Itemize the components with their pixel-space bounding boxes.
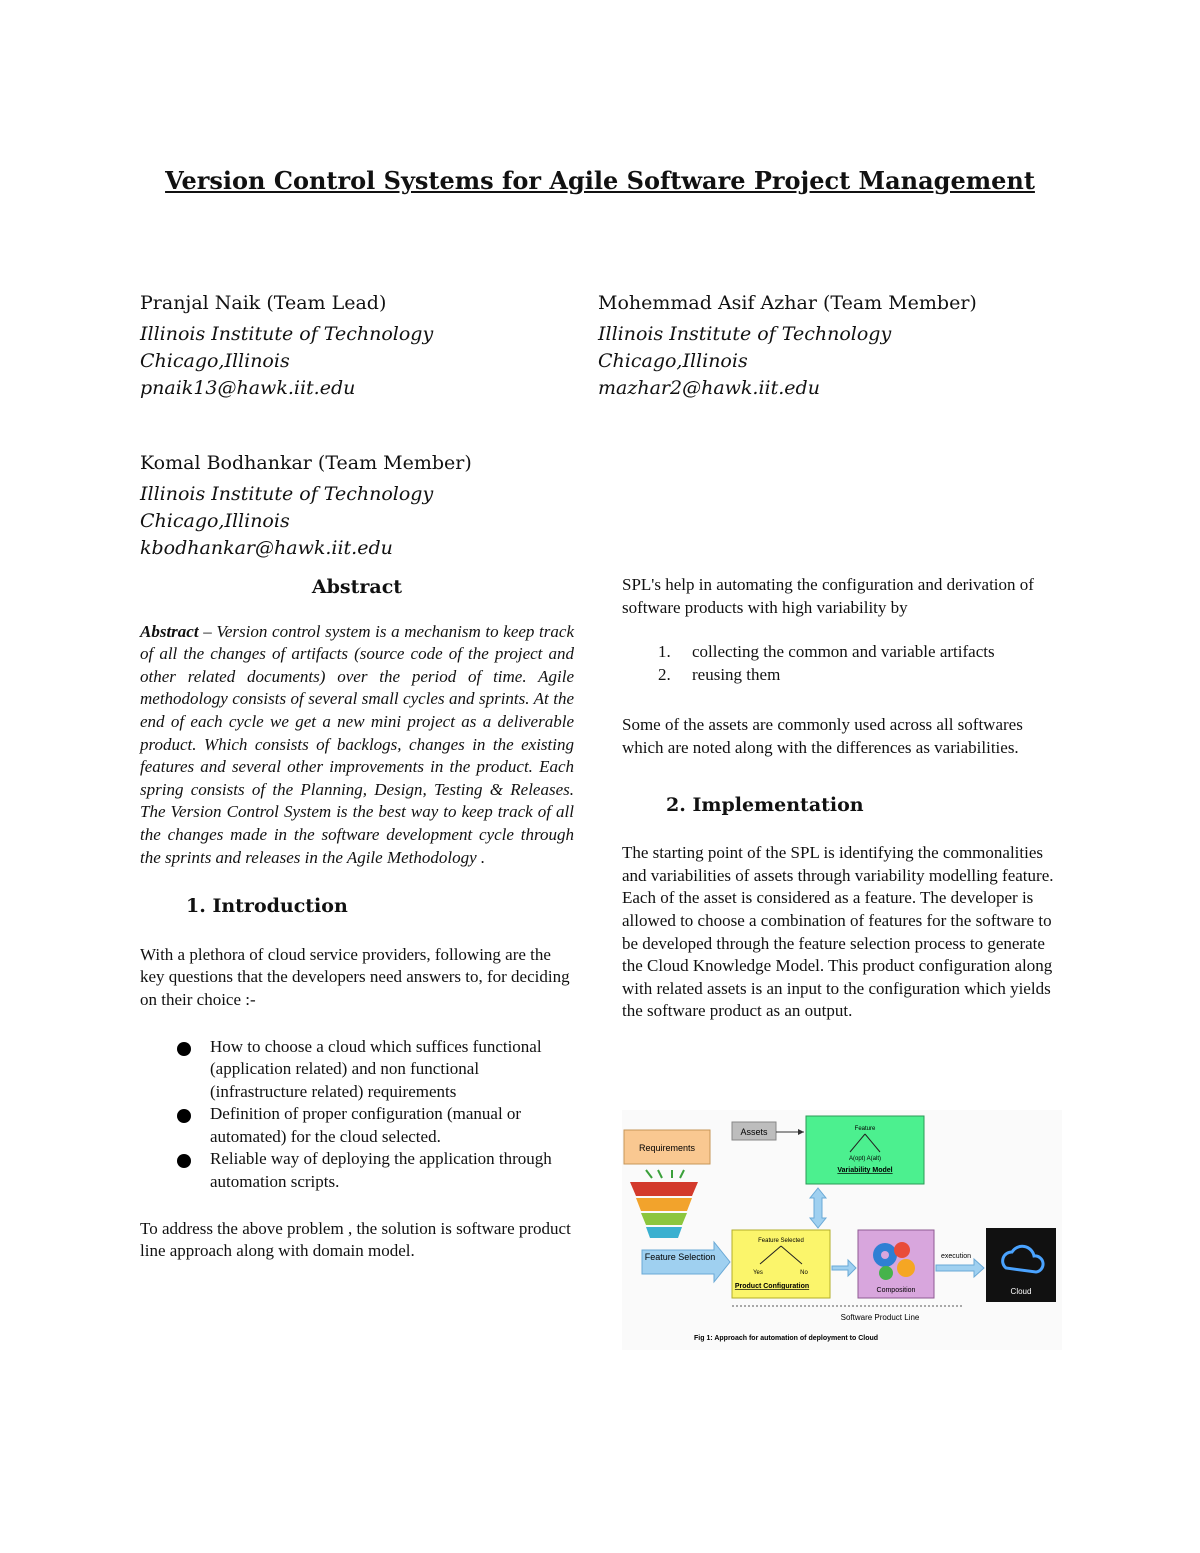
list-item: [622, 641, 1062, 664]
vm-children-label: A(opt) A(alt): [848, 1156, 882, 1162]
no-label: No: [800, 1270, 808, 1276]
author-email: mazhar2@hawk.iit.edu: [598, 377, 820, 399]
requirements-label: Requirements: [638, 1143, 696, 1153]
input-arrows-icon: [646, 1170, 684, 1178]
introduction-para2: To address the above problem , the solution is software product line approach along with domain model.: [140, 1218, 571, 1261]
author-institution: Illinois Institute of Technology: [140, 483, 434, 505]
funnel-layer-red: [630, 1182, 698, 1196]
funnel-layer-blue: [646, 1227, 682, 1238]
implementation-heading: 2. Implementation: [666, 793, 864, 816]
vm-root-label: Feature: [854, 1126, 876, 1132]
introduction-para1: With a plethora of cloud service providers, following are the key questions that the developers need answers to, for deciding on their choice :-: [140, 944, 570, 1009]
abstract-body: [140, 621, 574, 870]
author-block-1: [140, 290, 433, 402]
figure-spl-diagram: [622, 1110, 1062, 1350]
yes-label: Yes: [753, 1270, 763, 1276]
right-column: [622, 574, 1062, 1023]
execution-arrow: [936, 1259, 984, 1277]
funnel-layer-green: [641, 1213, 687, 1225]
spl-paragraph: SPL's help in automating the configuration and derivation of software products with high variability by: [622, 575, 1034, 617]
figure-caption: Fig 1: Approach for automation of deployment to Cloud: [694, 1335, 879, 1342]
author-name: Komal Bodhankar (Team Member): [140, 452, 472, 474]
author-block-2: [598, 290, 977, 402]
to-composition-arrow: [832, 1260, 856, 1276]
abstract-text: – Version control system is a mechanism to keep track of all the changes of artifacts (source code of the project and other related documents) over the period of time. Agile methodology consists of several small cycles and sprints. At the end of each cycle we get a new mini project as a deliverable product. Which consists of backlogs, changes in the existing features and several other improvements in the product. Each spring consists of the Planning, Design, Testing & Releases. The Version Control System is the best way to keep track of all the changes made in the software development cycle through the sprints and releases in the Agile Methodology .: [140, 621, 574, 867]
list-text: reusing them: [692, 664, 781, 684]
spl-list: [622, 641, 1062, 686]
list-number: 2.: [658, 664, 671, 684]
list-item: Reliable way of deploying the application through automation scripts.: [140, 1148, 574, 1193]
author-block-3: [140, 450, 472, 562]
list-item: How to choose a cloud which suffices functional (application related) and non functional (infrastructure related) requirements: [140, 1036, 574, 1104]
funnel-layer-orange: [636, 1198, 692, 1211]
feature-selection-label: Feature Selection: [644, 1252, 716, 1262]
author-institution: Illinois Institute of Technology: [140, 323, 434, 345]
feature-selection-arrow: [642, 1242, 730, 1282]
author-city: Chicago,Illinois: [140, 350, 290, 372]
implementation-paragraph: The starting point of the SPL is identifying the commonalities and variabilities of assets through variability modelling feature. Each of the asset is considered as a feature. The developer is allowed to choose a combination of features for the software to be developed through the feature selection process to generate the Cloud Knowledge Model. This product configuration along with related assets is an input to the configuration which yields the software product as an output.: [622, 843, 1054, 1021]
list-item: [622, 664, 1062, 687]
author-name: Pranjal Naik (Team Lead): [140, 292, 387, 314]
author-email: pnaik13@hawk.iit.edu: [140, 377, 356, 399]
introduction-bullets: [140, 1036, 574, 1194]
assets-paragraph: Some of the assets are commonly used across all softwares which are noted along with the differences as variabilities.: [622, 715, 1023, 757]
product-configuration-label: Product Configuration: [734, 1283, 810, 1290]
cloud-label: Cloud: [1010, 1287, 1032, 1296]
paper-title: Version Control Systems for Agile Software Project Management: [165, 166, 1035, 195]
variability-model-label: Variability Model: [837, 1167, 893, 1174]
author-city: Chicago,Illinois: [598, 350, 748, 372]
left-column: [140, 576, 574, 1263]
feature-selected-label: Feature Selected: [758, 1238, 804, 1244]
author-email: kbodhankar@hawk.iit.edu: [140, 537, 393, 559]
double-arrow: [810, 1188, 826, 1228]
list-item: Definition of proper configuration (manual or automated) for the cloud selected.: [140, 1103, 574, 1148]
composition-label: Composition: [876, 1287, 916, 1294]
figure-svg: [622, 1110, 1062, 1350]
author-name: Mohemmad Asif Azhar (Team Member): [598, 292, 977, 314]
list-number: 1.: [658, 642, 671, 662]
author-institution: Illinois Institute of Technology: [598, 323, 892, 345]
spl-label: Software Product Line: [840, 1313, 920, 1322]
abstract-heading: Abstract: [311, 576, 403, 598]
list-text: collecting the common and variable artifacts: [692, 642, 995, 662]
introduction-heading: 1. Introduction: [186, 895, 348, 918]
author-city: Chicago,Illinois: [140, 510, 290, 532]
execution-label: execution: [941, 1253, 971, 1260]
abstract-lead: Abstract: [140, 621, 199, 641]
assets-label: Assets: [740, 1127, 768, 1137]
